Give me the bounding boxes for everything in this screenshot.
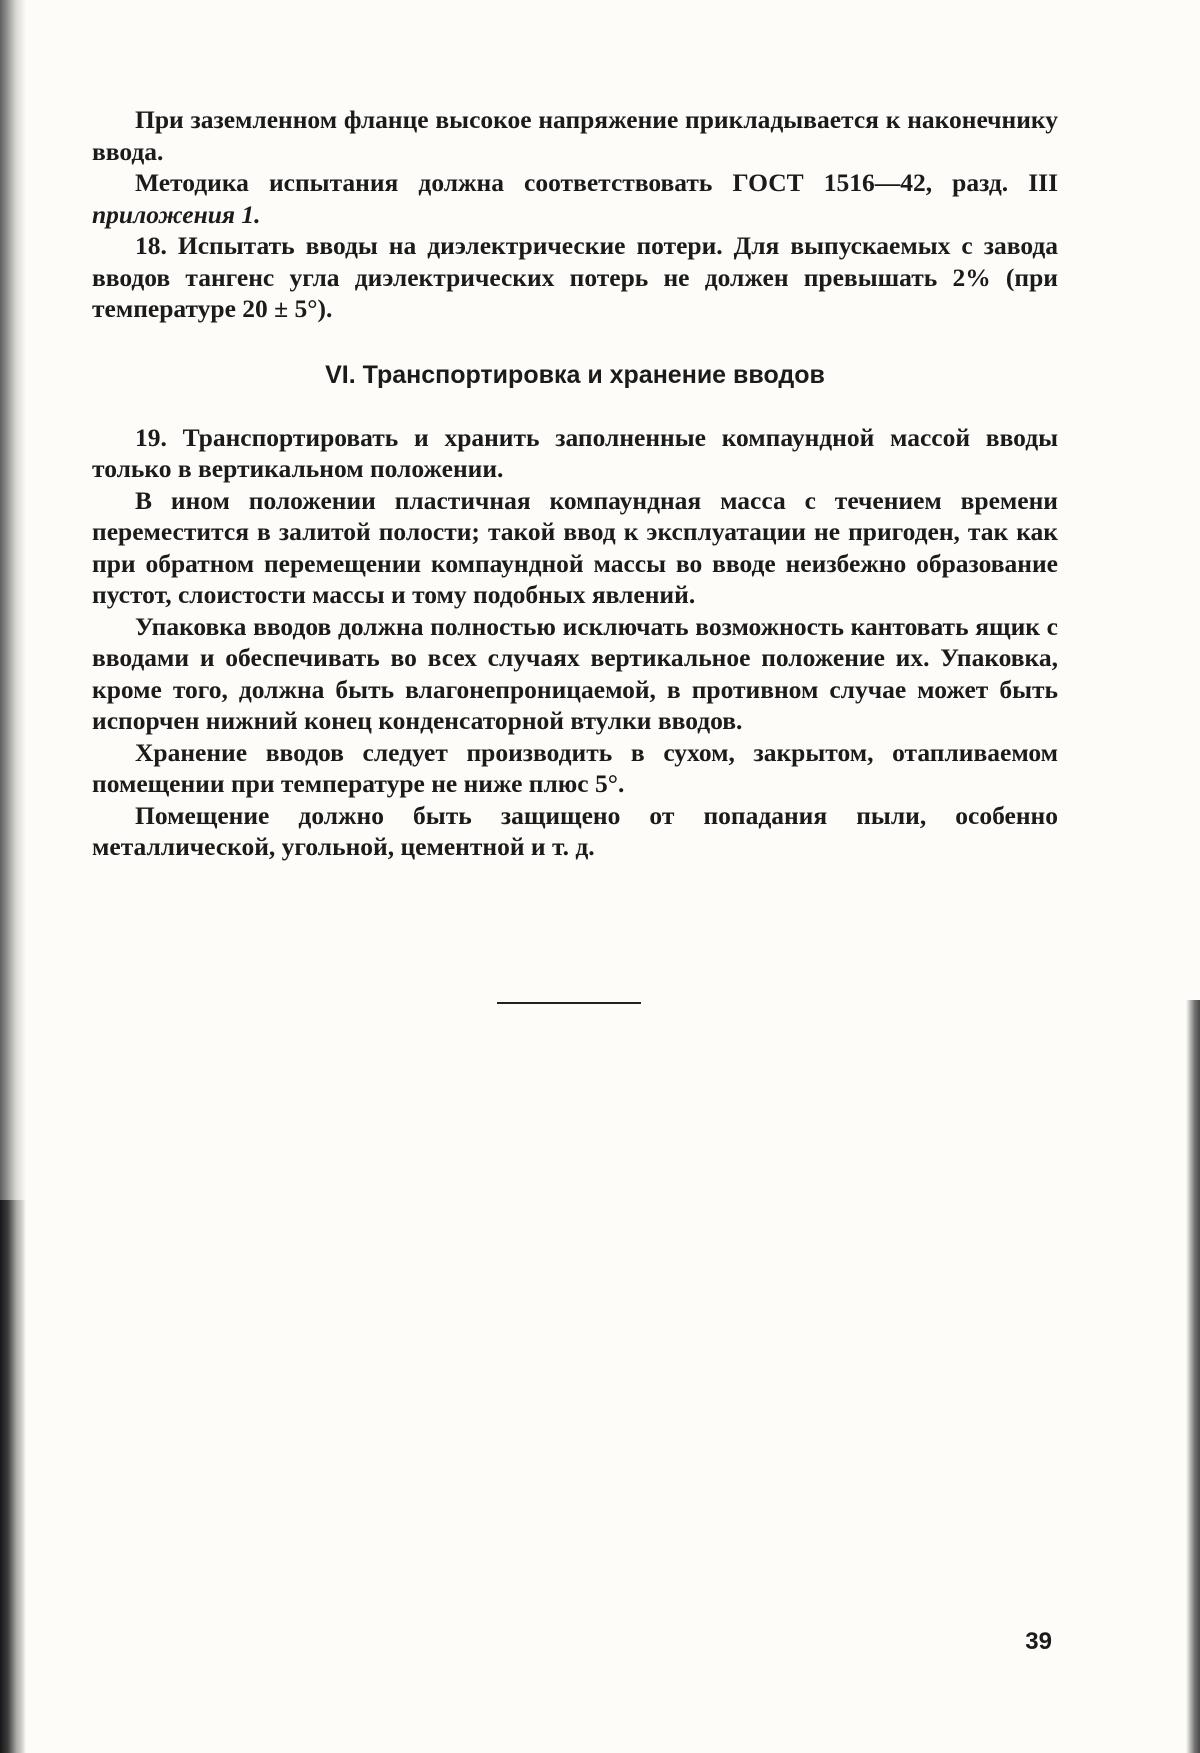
paragraph-packaging: Упаковка вводов должна полностью исключать возможность кантовать ящик с вводами и обеспечивать во всех случаях вертикальное положение их. Упаковка, кроме того, должна быть влагонепроницаемой, в противном случае может быть испорчен нижний конец конденсаторной втулки вводов.: [92, 611, 1058, 735]
paragraph-grounded-flange: При заземленном фланце высокое напряжение прикладывается к наконечнику ввода.: [92, 105, 1058, 166]
paragraph-other-position: В ином положении пластичная компаундная масса с течением времени переместится в залитой полости; такой ввод к эксплуатации не пригоден, так как при обратном перемещении компаундной массы во вводе неизбежно образование пустот, слоистости массы и тому подобных явлений.: [92, 485, 1058, 609]
page-number: 39: [1025, 1628, 1052, 1655]
scan-shadow-right: [1186, 1000, 1200, 1753]
end-rule-divider: [497, 1002, 641, 1004]
paragraph-methodology: [92, 167, 1058, 230]
scan-shadow-left-lower: [0, 1200, 26, 1753]
paragraph-dust-protection: Помещение должно быть защищено от попадания пыли, особенно металлической, угольной, цементной и т. д.: [92, 800, 1058, 861]
paragraph-storage: Хранение вводов следует производить в сухом, закрытом, отапливаемом помещении при температуре не ниже плюс 5°.: [92, 737, 1058, 798]
section-heading: VI. Транспортировка и хранение вводов: [325, 360, 825, 389]
paragraph-19-transport: 19. Транспортировать и хранить заполненные компаундной массой вводы только в вертикальном положении.: [92, 422, 1058, 483]
methodology-appendix-ref: приложения 1.: [92, 199, 261, 229]
paragraph-18-dielectric-loss: 18. Испытать вводы на диэлектрические потери. Для выпускаемых с завода вводов тангенс угла диэлектрических потерь не должен превышать 2% (при температуре 20 ± 5°).: [92, 231, 1058, 323]
page-text-block: [92, 104, 1058, 863]
methodology-text: Методика испытания должна соответствовать ГОСТ 1516—42, разд. III: [135, 168, 1058, 197]
